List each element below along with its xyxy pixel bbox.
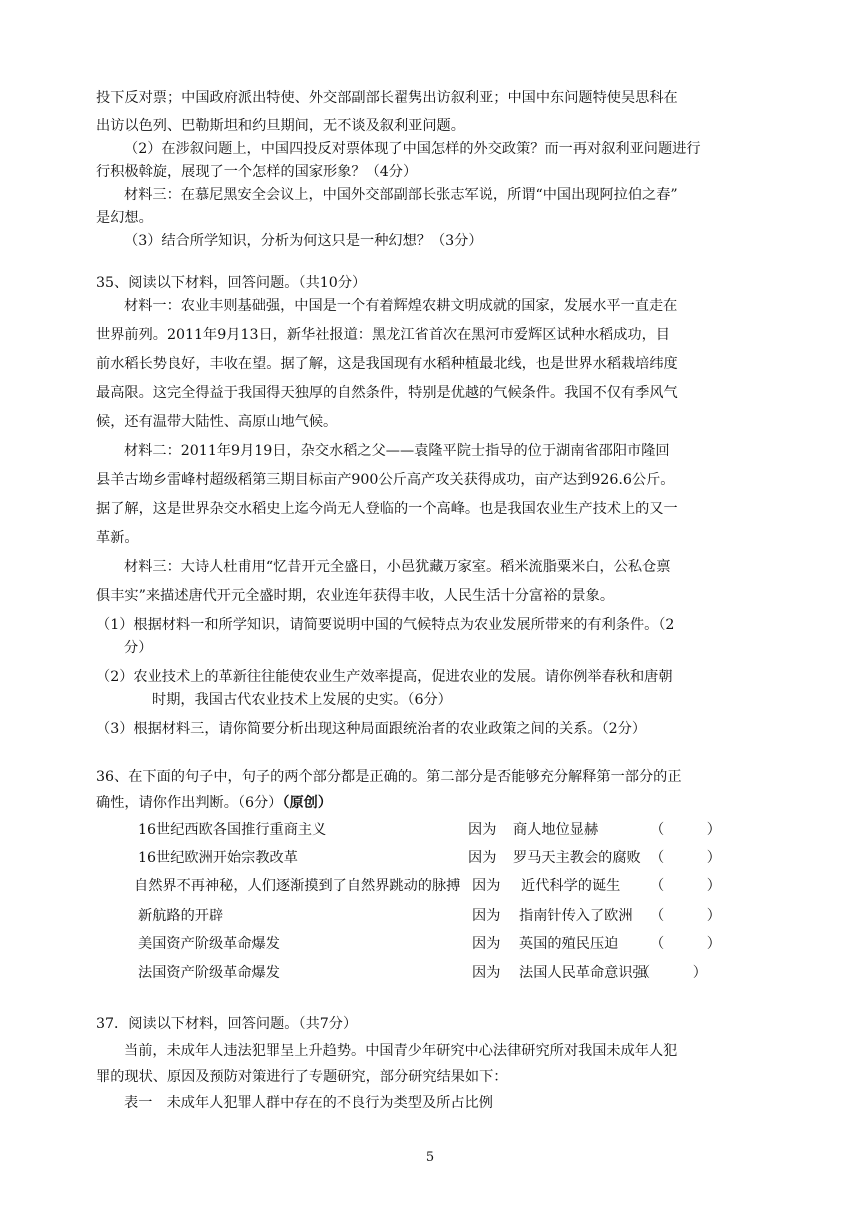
judgement-second: 近代科学的诞生 bbox=[521, 878, 621, 894]
judgement-blank[interactable]: （ ） bbox=[650, 908, 721, 924]
judgement-first: 法国资产阶级革命爆发 bbox=[138, 965, 280, 981]
judgement-blank[interactable]: （ ） bbox=[650, 878, 721, 894]
table-caption: 表一 未成年人犯罪人群中存在的不良行为类型及所占比例 bbox=[124, 1095, 493, 1111]
judgement-row bbox=[0, 820, 860, 840]
question-34-3: （3）结合所学知识，分析为何这只是一种幻想？（3分） bbox=[124, 233, 483, 249]
material-one: 材料一：农业丰则基础强，中国是一个有着辉煌农耕文明成就的国家，发展水平一直走在 bbox=[124, 298, 678, 314]
judgement-first: 16世纪欧洲开始宗教改革 bbox=[138, 850, 298, 866]
judgement-first: 自然界不再神秘，人们逐渐摸到了自然界跳动的脉搏 bbox=[134, 878, 461, 894]
text-line: 据了解，这是世界杂交水稻史上迄今尚无人登临的一个高峰。也是我国农业生产技术上的又一 bbox=[96, 501, 678, 517]
material-three: 材料三：大诗人杜甫用“忆昔开元全盛日，小邑犹藏万家室。稻米流脂粟米白，公私仓禀 bbox=[124, 559, 671, 575]
question-36-line bbox=[96, 793, 332, 813]
judgement-second: 指南针传入了欧洲 bbox=[519, 908, 633, 924]
judgement-second: 商人地位显赫 bbox=[513, 822, 599, 838]
text-line: 俱丰实”来描述唐代开元全盛时期，农业连年获得丰收，人民生活十分富裕的景象。 bbox=[96, 588, 615, 604]
judgement-because: 因为 bbox=[472, 936, 501, 952]
judgement-first: 美国资产阶级革命爆发 bbox=[138, 936, 280, 952]
judgement-blank[interactable]: （ ） bbox=[650, 850, 721, 866]
text-line: 当前，未成年人违法犯罪呈上升趋势。中国青少年研究中心法律研究所对我国未成年人犯 bbox=[124, 1043, 678, 1059]
text-line: 是幻想。 bbox=[96, 210, 153, 226]
judgement-blank[interactable]: （ ） bbox=[650, 822, 721, 838]
text-line: 罪的现状、原因及预防对策进行了专题研究，部分研究结果如下： bbox=[96, 1069, 508, 1085]
judgement-because: 因为 bbox=[472, 878, 501, 894]
question-37-heading: 37．阅读以下材料，回答问题。（共7分） bbox=[96, 1016, 358, 1032]
judgement-blank[interactable]: （ ） bbox=[650, 936, 721, 952]
question-35-3: （3）根据材料三，请你简要分析出现这种局面跟统治者的农业政策之间的关系。（2分） bbox=[96, 721, 647, 737]
text-line: 确性，请你作出判断。（6分） bbox=[96, 795, 283, 811]
material-three: 材料三：在慕尼黑安全会议上，中国外交部副部长张志军说，所谓“中国出现阿拉伯之春” bbox=[124, 187, 678, 203]
text-line: 候，还有温带大陆性、高原山地气候。 bbox=[96, 414, 338, 430]
original-tag: （原创） bbox=[282, 795, 333, 811]
judgement-blank[interactable]: （ ） bbox=[636, 965, 707, 981]
judgement-row bbox=[0, 963, 860, 983]
judgement-second: 法国人民革命意识强 bbox=[519, 965, 647, 981]
text-line: 投下反对票；中国政府派出特使、外交部副部长翟隽出访叙利亚；中国中东问题特使吴思科在 bbox=[96, 90, 678, 106]
judgement-because: 因为 bbox=[468, 822, 497, 838]
text-line: 行积极斡旋，展现了一个怎样的国家形象？（4分） bbox=[96, 164, 418, 180]
judgement-because: 因为 bbox=[468, 850, 497, 866]
page-number: 5 bbox=[425, 1150, 435, 1165]
question-35-2: （2）农业技术上的革新往往能使农业生产效率提高，促进农业的发展。请你例举春秋和唐朝 bbox=[96, 669, 673, 685]
text-line: 时期，我国古代农业技术上发展的史实。（6分） bbox=[152, 692, 452, 708]
judgement-first: 新航路的开辟 bbox=[138, 908, 224, 924]
text-line: 革新。 bbox=[96, 530, 139, 546]
judgement-because: 因为 bbox=[472, 908, 501, 924]
question-35-1: （1）根据材料一和所学知识，请简要说明中国的气候特点为农业发展所带来的有利条件。（2 bbox=[96, 617, 675, 633]
judgement-row bbox=[0, 934, 860, 954]
judgement-row bbox=[0, 848, 860, 868]
material-two: 材料二：2011年9月19日，杂交水稻之父——袁隆平院士指导的位于湖南省邵阳市隆回 bbox=[124, 443, 670, 459]
judgement-row bbox=[0, 906, 860, 926]
text-line: 县羊古坳乡雷峰村超级稻第三期目标亩产900公斤高产攻关获得成功，亩产达到926.6公斤。 bbox=[96, 472, 675, 488]
judgement-second: 罗马天主教会的腐败 bbox=[513, 850, 641, 866]
text-line: 分） bbox=[124, 640, 153, 656]
text-line: 最高限。这完全得益于我国得天独厚的自然条件，特别是优越的气候条件。我国不仅有季风气 bbox=[96, 385, 678, 401]
judgement-second: 英国的殖民压迫 bbox=[519, 936, 619, 952]
text-line: 世界前列。2011年9月13日，新华社报道：黑龙江省首次在黑河市爱辉区试种水稻成功，目 bbox=[96, 327, 670, 343]
judgement-row bbox=[0, 876, 860, 896]
question-36-heading: 36、在下面的句子中，句子的两个部分都是正确的。第二部分是否能够充分解释第一部分的正 bbox=[96, 769, 682, 785]
judgement-because: 因为 bbox=[472, 965, 501, 981]
text-line: 前水稻长势良好，丰收在望。据了解，这是我国现有水稻种植最北线，也是世界水稻栽培纬度 bbox=[96, 356, 678, 372]
text-line: 出访以色列、巴勒斯坦和约旦期间，无不谈及叙利亚问题。 bbox=[96, 118, 465, 134]
question-35-heading: 35、阅读以下材料，回答问题。（共10分） bbox=[96, 275, 367, 291]
question-34-2: （2）在涉叙问题上，中国四投反对票体现了中国怎样的外交政策？而一再对叙利亚问题进行 bbox=[124, 141, 701, 157]
judgement-first: 16世纪西欧各国推行重商主义 bbox=[138, 822, 327, 838]
